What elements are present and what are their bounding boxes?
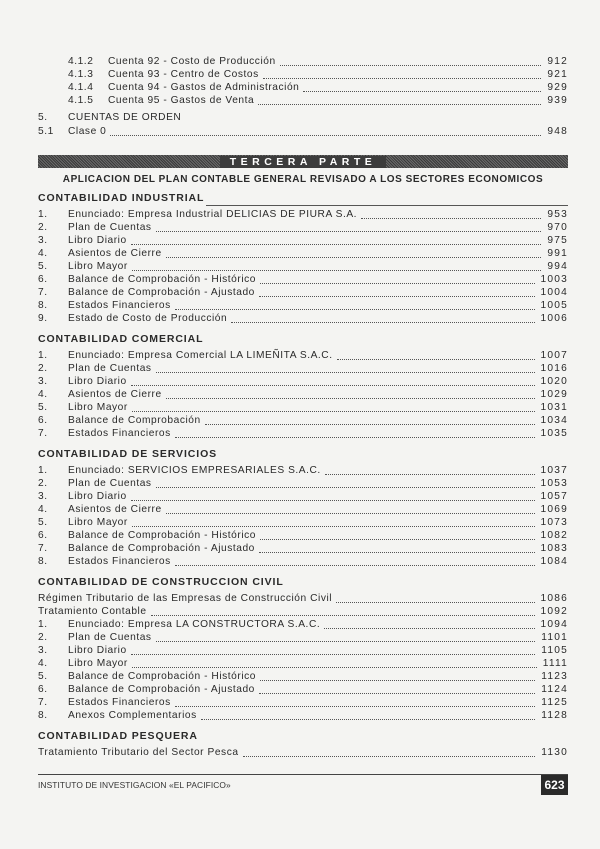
- toc-entry: [68, 81, 568, 94]
- dot-leader: [166, 397, 535, 399]
- entry-title: Balance de Comprobación - Histórico: [68, 671, 256, 682]
- toc-entry: [38, 709, 568, 722]
- entry-title: Enunciado: Empresa Industrial DELICIAS DE PIURA S.A.: [68, 209, 358, 220]
- entry-number: 4.1.4: [68, 82, 94, 93]
- entry-page: 1073: [540, 517, 568, 528]
- toc-entry: [38, 592, 568, 605]
- entry-title: Plan de Cuentas: [68, 363, 152, 374]
- toc-entry: [38, 605, 568, 618]
- entry-title: Enunciado: SERVICIOS EMPRESARIALES S.A.C.: [68, 465, 321, 476]
- dot-leader: [156, 230, 542, 232]
- entry-page: 1124: [541, 684, 568, 695]
- toc-entry: [38, 125, 568, 138]
- dot-leader: [243, 755, 536, 757]
- entry-page: 921: [547, 69, 568, 80]
- dot-leader: [156, 371, 535, 373]
- entry-number: 1.: [38, 465, 48, 476]
- toc-entry: [38, 299, 568, 312]
- toc-entry: [68, 55, 568, 68]
- dot-leader: [110, 134, 541, 136]
- dot-leader: [260, 282, 535, 284]
- dot-leader: [259, 692, 535, 694]
- dot-leader: [280, 64, 542, 66]
- entry-page: 1125: [541, 697, 568, 708]
- toc-entry: [38, 208, 568, 221]
- entry-number: 4.: [38, 389, 48, 400]
- dot-leader: [151, 614, 535, 616]
- entry-title: Balance de Comprobación - Histórico: [68, 530, 256, 541]
- entry-number: 3.: [38, 376, 48, 387]
- entry-title: Estados Financieros: [68, 556, 171, 567]
- entry-number: 1.: [38, 350, 48, 361]
- entry-page: 1004: [540, 287, 568, 298]
- entry-page: 1034: [540, 415, 568, 426]
- entry-title: Asientos de Cierre: [68, 389, 162, 400]
- entry-number: 9.: [38, 313, 48, 324]
- entry-page: 1105: [541, 645, 568, 656]
- entry-title: Estados Financieros: [68, 428, 171, 439]
- toc-entry: [38, 516, 568, 529]
- dot-leader: [231, 321, 534, 323]
- entry-number: 8.: [38, 710, 48, 721]
- entry-page: 1035: [540, 428, 568, 439]
- entry-title: Libro Diario: [68, 376, 127, 387]
- footer-publisher: INSTITUTO DE INVESTIGACION «EL PACIFICO»: [38, 780, 231, 790]
- entry-title: Libro Mayor: [68, 658, 128, 669]
- toc-entry: [38, 362, 568, 375]
- entry-number: 8.: [38, 556, 48, 567]
- dot-leader: [201, 718, 536, 720]
- dot-leader: [175, 564, 535, 566]
- entry-number: 7.: [38, 697, 48, 708]
- entry-number: 1.: [38, 619, 48, 630]
- dot-leader: [131, 384, 535, 386]
- entry-page: 912: [547, 56, 568, 67]
- entry-title: Balance de Comprobación - Ajustado: [68, 684, 255, 695]
- entry-title: Tratamiento Tributario del Sector Pesca: [38, 747, 239, 758]
- entry-title: Anexos Complementarios: [68, 710, 197, 721]
- entry-page: 1123: [541, 671, 568, 682]
- toc-entry: [38, 490, 568, 503]
- section-title: CONTABILIDAD DE SERVICIOS: [38, 448, 218, 460]
- dot-leader: [166, 256, 542, 258]
- toc-entry: [38, 221, 568, 234]
- entry-page: 1130: [541, 747, 568, 758]
- dot-leader: [259, 551, 535, 553]
- entry-page: 1003: [540, 274, 568, 285]
- entry-number: 6.: [38, 415, 48, 426]
- entry-number: 4.: [38, 504, 48, 515]
- dot-leader: [132, 666, 537, 668]
- entry-page: 994: [547, 261, 568, 272]
- entry-number: 4.1.5: [68, 95, 94, 106]
- dot-leader: [325, 473, 535, 475]
- entry-title: Plan de Cuentas: [68, 478, 152, 489]
- dot-leader: [263, 77, 542, 79]
- entry-number: 8.: [38, 300, 48, 311]
- entry-number: 6.: [38, 684, 48, 695]
- toc-entry: [38, 670, 568, 683]
- entry-number: 5.1: [38, 126, 54, 137]
- dot-leader: [156, 640, 536, 642]
- entry-page: 975: [547, 235, 568, 246]
- entry-number: 7.: [38, 287, 48, 298]
- entry-title: Cuenta 95 - Gastos de Venta: [108, 95, 255, 106]
- dot-leader: [205, 423, 535, 425]
- entry-title: Asientos de Cierre: [68, 504, 162, 515]
- entry-page: 1082: [540, 530, 568, 541]
- entry-number: 4.: [38, 248, 48, 259]
- toc-entry: [38, 644, 568, 657]
- entry-title: Enunciado: Empresa LA CONSTRUCTORA S.A.C.: [68, 619, 321, 630]
- entry-title: Libro Mayor: [68, 261, 128, 272]
- entry-number: 2.: [38, 363, 48, 374]
- entry-title: Asientos de Cierre: [68, 248, 162, 259]
- toc-entry: [38, 657, 568, 670]
- entry-title: Balance de Comprobación - Ajustado: [68, 543, 255, 554]
- entry-number: 5.: [38, 261, 48, 272]
- toc-entry: [38, 375, 568, 388]
- entry-title: Balance de Comprobación: [68, 415, 201, 426]
- toc-entry: [38, 464, 568, 477]
- entry-page: 1101: [541, 632, 568, 643]
- dot-leader: [175, 308, 535, 310]
- entry-number: 6.: [38, 530, 48, 541]
- entry-page: 1007: [540, 350, 568, 361]
- entry-page: 1128: [541, 710, 568, 721]
- toc-entry: [38, 349, 568, 362]
- dot-leader: [336, 601, 534, 603]
- toc-entry: [38, 234, 568, 247]
- dot-leader: [337, 358, 535, 360]
- entry-title: Plan de Cuentas: [68, 632, 152, 643]
- entry-page: 953: [547, 209, 568, 220]
- entry-number: 2.: [38, 478, 48, 489]
- toc-entry: [38, 503, 568, 516]
- entry-number: 4.: [38, 658, 48, 669]
- section-title: CONTABILIDAD INDUSTRIAL: [38, 192, 205, 204]
- entry-title: Régimen Tributario de las Empresas de Construcción Civil: [38, 593, 333, 604]
- entry-number: 3.: [38, 645, 48, 656]
- entry-page: 1092: [540, 606, 568, 617]
- dot-leader: [131, 243, 542, 245]
- footer-rule: [38, 774, 568, 775]
- entry-number: 5.: [38, 112, 48, 123]
- toc-entry: [38, 631, 568, 644]
- entry-number: 6.: [38, 274, 48, 285]
- dot-leader: [132, 269, 542, 271]
- entry-title: Balance de Comprobación - Histórico: [68, 274, 256, 285]
- entry-title: Estados Financieros: [68, 697, 171, 708]
- entry-number: 4.1.3: [68, 69, 94, 80]
- entry-page: 1069: [540, 504, 568, 515]
- entry-title: Libro Mayor: [68, 402, 128, 413]
- entry-number: 2.: [38, 632, 48, 643]
- dot-leader: [324, 627, 534, 629]
- dot-leader: [132, 525, 535, 527]
- section-title: CONTABILIDAD DE CONSTRUCCION CIVIL: [38, 576, 284, 588]
- entry-page: 1111: [542, 658, 568, 669]
- toc-entry: [38, 260, 568, 273]
- entry-page: 970: [547, 222, 568, 233]
- entry-title: Libro Diario: [68, 235, 127, 246]
- part-subtitle: APLICACION DEL PLAN CONTABLE GENERAL REVISADO A LOS SECTORES ECONOMICOS: [62, 174, 544, 185]
- dot-leader: [303, 90, 541, 92]
- entry-title: Cuenta 93 - Centro de Costos: [108, 69, 259, 80]
- page-number-badge: 623: [541, 775, 568, 795]
- section-title: CONTABILIDAD PESQUERA: [38, 730, 198, 742]
- toc-entry: [38, 618, 568, 631]
- toc-entry: [38, 696, 568, 709]
- entry-title: Clase 0: [68, 126, 107, 137]
- toc-entry: [68, 68, 568, 81]
- entry-page: 1016: [540, 363, 568, 374]
- entry-page: 1083: [540, 543, 568, 554]
- toc-entry: [38, 529, 568, 542]
- entry-title: Estado de Costo de Producción: [68, 313, 228, 324]
- entry-title: Libro Diario: [68, 491, 127, 502]
- entry-page: 1005: [540, 300, 568, 311]
- toc-entry: [68, 94, 568, 107]
- dot-leader: [361, 217, 541, 219]
- dot-leader: [260, 538, 535, 540]
- dot-leader: [260, 679, 535, 681]
- entry-number: 2.: [38, 222, 48, 233]
- section-entry: [38, 111, 568, 124]
- entry-page: 991: [547, 248, 568, 259]
- entry-title: Libro Mayor: [68, 517, 128, 528]
- entry-number: 3.: [38, 235, 48, 246]
- entry-page: 1029: [540, 389, 568, 400]
- entry-page: 1053: [540, 478, 568, 489]
- entry-title: Libro Diario: [68, 645, 127, 656]
- entry-title: CUENTAS DE ORDEN: [68, 112, 182, 123]
- entry-page: 1094: [540, 619, 568, 630]
- toc-entry: [38, 683, 568, 696]
- entry-page: 1031: [540, 402, 568, 413]
- entry-title: Tratamiento Contable: [38, 606, 147, 617]
- toc-entry: [38, 247, 568, 260]
- toc-entry: [38, 312, 568, 325]
- part-title: TERCERA PARTE: [220, 156, 387, 168]
- entry-number: 7.: [38, 543, 48, 554]
- dot-leader: [131, 653, 536, 655]
- toc-entry: [38, 286, 568, 299]
- entry-title: Cuenta 94 - Gastos de Administración: [108, 82, 300, 93]
- entry-page: 939: [547, 95, 568, 106]
- toc-entry: [38, 273, 568, 286]
- entry-number: 5.: [38, 517, 48, 528]
- toc-entry: [38, 388, 568, 401]
- toc-entry: [38, 477, 568, 490]
- toc-entry: [38, 555, 568, 568]
- entry-page: 1084: [540, 556, 568, 567]
- entry-number: 1.: [38, 209, 48, 220]
- dot-leader: [258, 103, 541, 105]
- dot-leader: [259, 295, 535, 297]
- entry-page: 929: [547, 82, 568, 93]
- entry-title: Enunciado: Empresa Comercial LA LIMEÑITA S.A.C.: [68, 350, 333, 361]
- entry-page: 948: [547, 126, 568, 137]
- dot-leader: [166, 512, 535, 514]
- entry-page: 1037: [540, 465, 568, 476]
- entry-number: 5.: [38, 402, 48, 413]
- toc-entry: [38, 542, 568, 555]
- entry-title: Plan de Cuentas: [68, 222, 152, 233]
- entry-number: 4.1.2: [68, 56, 94, 67]
- entry-page: 1086: [540, 593, 568, 604]
- entry-number: 7.: [38, 428, 48, 439]
- entry-page: 1020: [540, 376, 568, 387]
- entry-title: Cuenta 92 - Costo de Producción: [108, 56, 276, 67]
- entry-page: 1006: [540, 313, 568, 324]
- dot-leader: [175, 705, 536, 707]
- toc-entry: [38, 401, 568, 414]
- section-title: CONTABILIDAD COMERCIAL: [38, 333, 204, 345]
- dot-leader: [131, 499, 535, 501]
- dot-leader: [132, 410, 535, 412]
- entry-page: 1057: [540, 491, 568, 502]
- toc-entry: [38, 746, 568, 759]
- part-banner: [38, 155, 568, 168]
- entry-title: Balance de Comprobación - Ajustado: [68, 287, 255, 298]
- toc-entry: [38, 427, 568, 440]
- entry-number: 5.: [38, 671, 48, 682]
- toc-entry: [38, 414, 568, 427]
- entry-title: Estados Financieros: [68, 300, 171, 311]
- dot-leader: [156, 486, 535, 488]
- section-rule: [206, 205, 568, 206]
- dot-leader: [175, 436, 535, 438]
- entry-number: 3.: [38, 491, 48, 502]
